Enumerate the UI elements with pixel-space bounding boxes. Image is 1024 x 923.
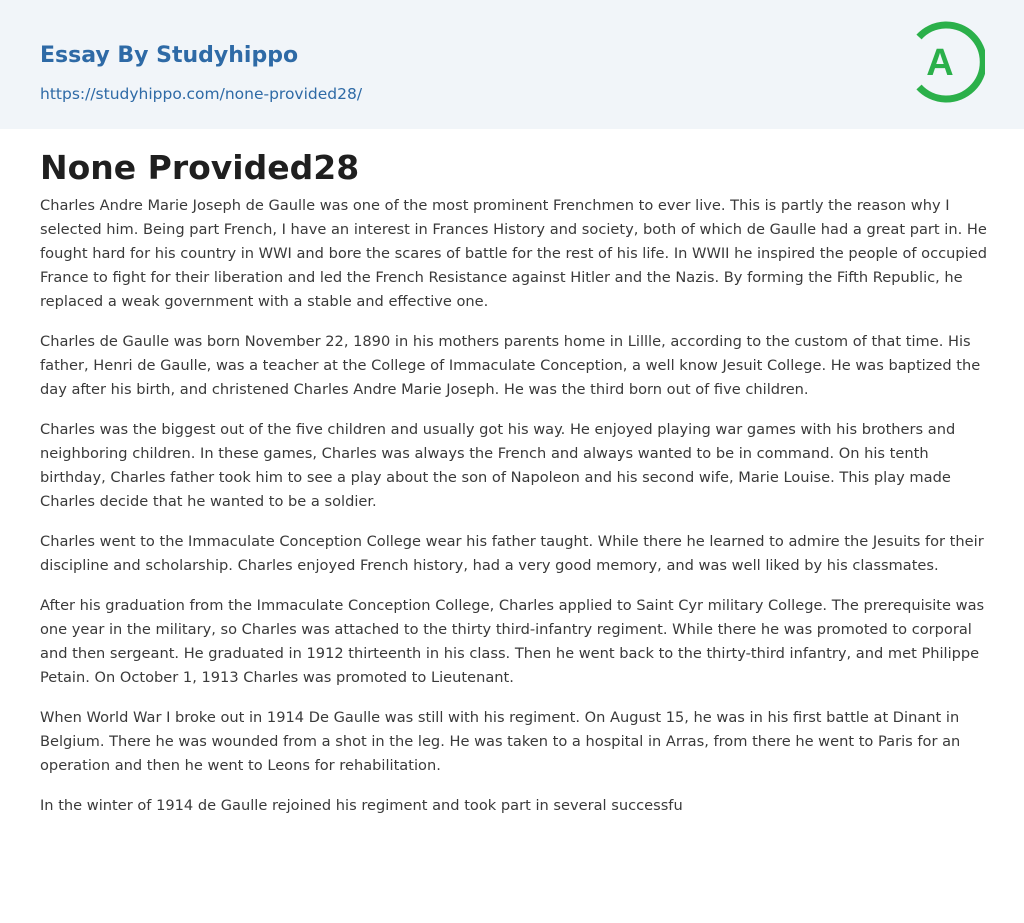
article: [40, 146, 988, 834]
page-title: None Provided28: [40, 148, 360, 187]
logo-letter: A: [926, 42, 954, 84]
paragraph: When World War I broke out in 1914 De Gaulle was still with his regiment. On August 15, he was in his first battle at Dinant in Belgium. There he was wounded from a shot in the leg. He was taken to a hospital in Arras, from there he went to Paris for an operation and then he went to Leons for rehabilitation.: [40, 709, 961, 774]
paragraph: Charles went to the Immaculate Conception College wear his father taught. While there he learned to admire the Jesuits for their discipline and scholarship. Charles enjoyed French history, had a very good memory, and was well liked by his classmates.: [40, 533, 984, 574]
studyhippo-logo-icon[interactable]: [913, 19, 985, 105]
paragraph: Charles was the biggest out of the five children and usually got his way. He enjoyed playing war games with his brothers and neighboring children. In these games, Charles was always the French and always wanted to be in command. On his tenth birthday, Charles father took him to see a play about the son of Napoleon and his second wife, Marie Louise. This play made Charles decide that he wanted to be a soldier.: [40, 421, 956, 510]
site-header: [0, 0, 1024, 129]
essay-url-link[interactable]: https://studyhippo.com/none-provided28/: [40, 85, 363, 103]
paragraph: After his graduation from the Immaculate Conception College, Charles applied to Saint Cyr military College. The prerequisite was one year in the military, so Charles was attached to the thirty third-infantry regiment. While there he was promoted to corporal and then sergeant. He graduated in 1912 thirteenth in his class. Then he went back to the thirty-third infantry, and met Philippe Petain. On October 1, 1913 Charles was promoted to Lieutenant.: [40, 597, 985, 686]
paragraph: In the winter of 1914 de Gaulle rejoined his regiment and took part in several successfu: [40, 797, 683, 814]
paragraph: Charles de Gaulle was born November 22, 1890 in his mothers parents home in Lillle, according to the custom of that time. His father, Henri de Gaulle, was a teacher at the College of Immaculate Conception, a well know Jesuit College. He was baptized the day after his birth, and christened Charles Andre Marie Joseph. He was the third born out of five children.: [40, 333, 981, 398]
paragraph: Charles Andre Marie Joseph de Gaulle was one of the most prominent Frenchmen to ever live. This is partly the reason why I selected him. Being part French, I have an interest in Frances History and society, both of which de Gaulle had a great part in. He fought hard for his country in WWI and bore the scares of battle for the rest of his life. In WWII he inspired the people of occupied France to fight for their liberation and led the French Resistance against Hitler and the Nazis. By forming the Fifth Republic, he replaced a weak government with a stable and effective one.: [40, 197, 987, 310]
brand-title[interactable]: Essay By Studyhippo: [40, 43, 299, 68]
